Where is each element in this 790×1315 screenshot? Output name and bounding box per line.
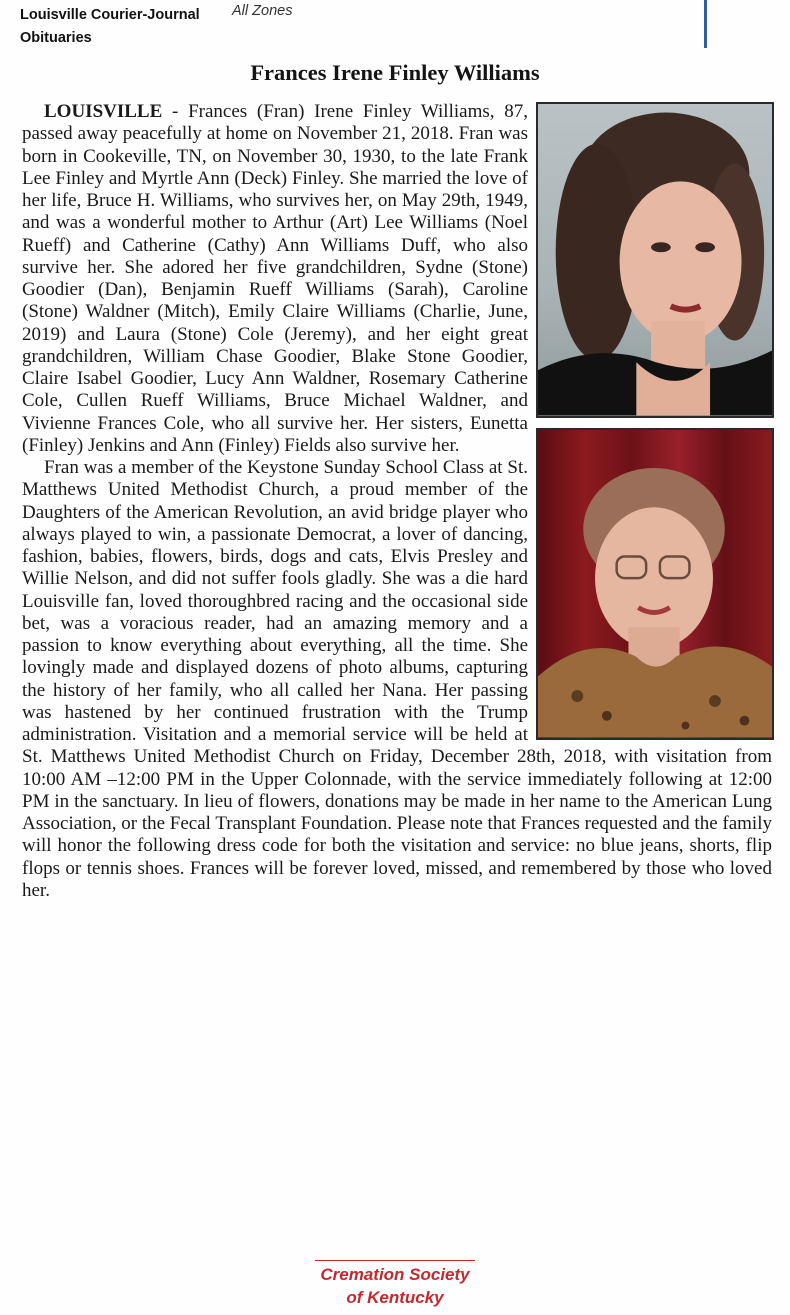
header-divider	[704, 0, 707, 48]
dateline-location: LOUISVILLE	[44, 101, 163, 122]
logo-line-2: of Kentucky	[346, 1288, 444, 1307]
obituary-paragraph-1-text: - Frances (Fran) Irene Finley Williams, 87, passed away peacefully at home on November 21, 2018. Fran was born in Cookeville, TN, on November 30, 1930, to the late Frank Lee Finley and Myrtle Ann (Deck) Finley. She married the love of her life, Bruce H. Williams, who survives her, on May 29th, 1949, and was a wonderful mother to Arthur (Art) Lee Williams (Noel Rueff) and Catherine (Cathy) Ann Williams Duff, who also survive her. She adored her five grandchildren, Sydne (Stone) Goodier (Dan), Benjamin Rueff Williams (Sarah), Caroline (Stone) Waldner (Mitch), Emily Claire Williams (Charlie, June, 2019) and Laura (Stone) Cole (Jeremy), and her eight great grandchildren, William Chase Goodier, Blake Stone Goodier, Claire Isabel Goodier, Lucy Ann Waldner, Rosemary Catherine Cole, Cullen Rueff Williams, Bruce Michael Waldner, and Vivienne Frances Cole, who all survive her. Her sisters, Eunetta (Finley) Jenkins and Ann (Finley) Fields also survive her.	[22, 101, 528, 456]
obituary-body	[22, 101, 772, 902]
funeral-home-logo	[295, 1260, 495, 1309]
zone-label: All Zones	[232, 3, 293, 19]
logo-line-1: Cremation Society	[320, 1265, 470, 1284]
obituary-paragraph-2: Fran was a member of the Keystone Sunday School Class at St. Matthews United Methodist Church, a proud member of the Daughters of the American Revolution, an avid bridge player who always played to win, a passionate Democrat, a lover of dancing, fashion, babies, flowers, birds, dogs and cats, Elvis Presley and Willie Nelson, and did not suffer fools gladly. She was a die hard Louisville fan, loved thoroughbred racing and the occasional side bet, was a voracious reader, had an amazing memory and a passion to know everything about everything, all the time. She lovingly made and displayed dozens of photo albums, capturing the history of her family, who all called her Nana. Her passing was hastened by her continued frustration with the Trump administration. Visitation and a memorial service will be held at St. Matthews United Methodist Church on Friday, December 28th, 2018, with visitation from 10:00 AM –12:00 PM in the Upper Colonnade, with the service immediately following at 12:00 PM in the sanctuary. In lieu of flowers, donations may be made in her name to the American Lung Association, or the Fecal Transplant Foundation. Please note that Frances requested and the family will honor the following dress code for both the visitation and service: no blue jeans, shorts, flip flops or tennis shoes. Frances will be forever loved, missed, and remembered by those who loved her.	[22, 457, 772, 901]
publication-name: Louisville Courier-Journal Obituaries	[20, 7, 200, 46]
obituary-title: Frances Irene Finley Williams	[250, 60, 540, 85]
